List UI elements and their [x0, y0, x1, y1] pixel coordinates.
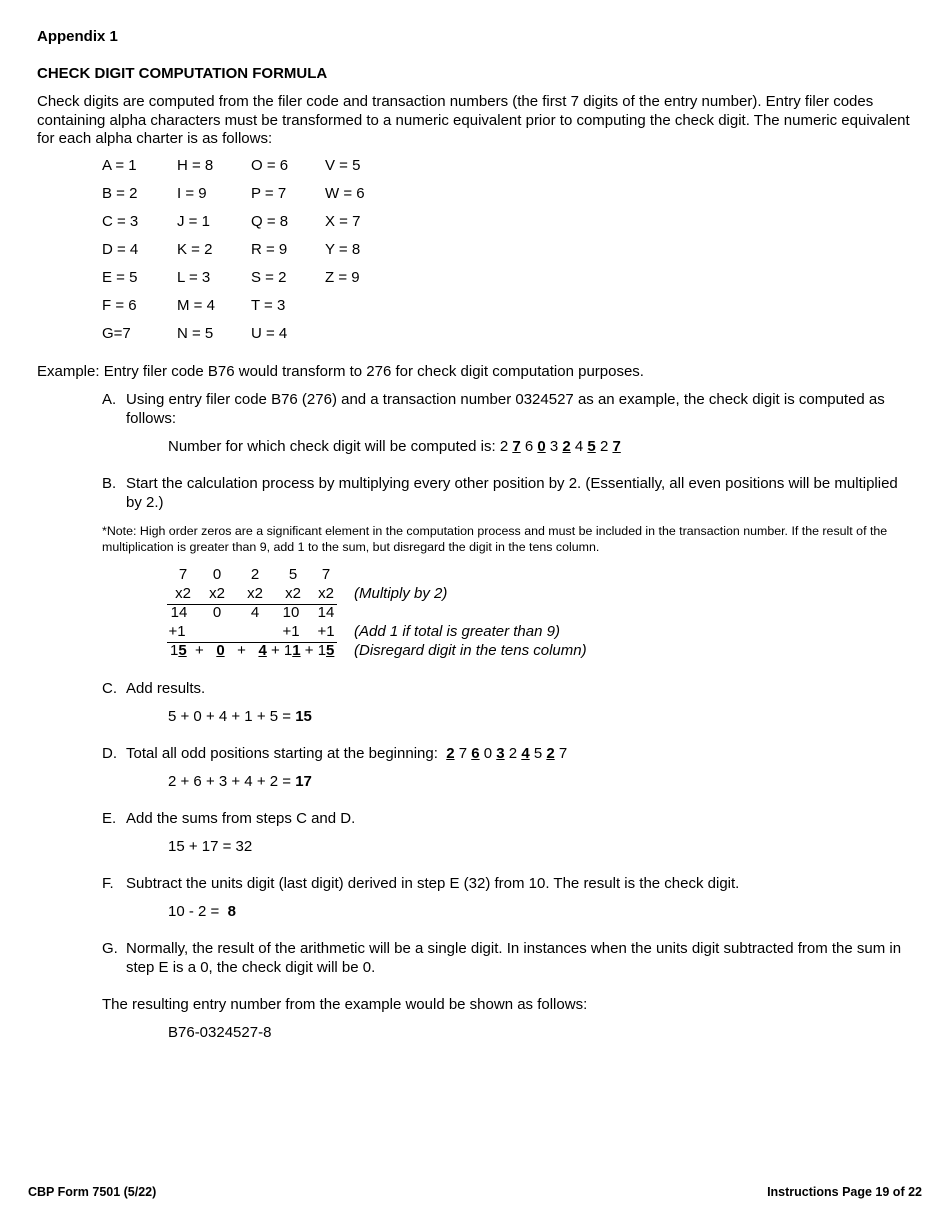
digit-even: 0 [537, 438, 546, 455]
step-b [102, 475, 917, 512]
alpha-cell: D = 4 [102, 241, 139, 258]
alpha-cell: Y = 8 [325, 241, 361, 258]
appendix-title: Appendix 1 [37, 28, 118, 45]
digit: 2 [599, 438, 609, 455]
calc-digit: 5 [288, 566, 298, 583]
digit: 0 [483, 745, 493, 762]
step-c [102, 680, 917, 699]
step-f [102, 875, 917, 894]
check-digit-result: 8 [227, 903, 236, 920]
alpha-cell: T = 3 [251, 297, 286, 314]
digit-even: 7 [512, 438, 521, 455]
alpha-cell: C = 3 [102, 213, 139, 230]
sum-tens: 1 [283, 642, 293, 659]
calc-sum-row [170, 642, 334, 661]
multiplication-table [166, 566, 626, 666]
digit-odd: 4 [521, 745, 530, 762]
calc-product: 4 [250, 604, 260, 621]
equation-text: 10 - 2 = [168, 903, 220, 920]
digit: 7 [458, 745, 468, 762]
alpha-cell: J = 1 [177, 213, 210, 230]
equation-text: 2 + 6 + 3 + 4 + 2 = [168, 773, 292, 790]
step-text: Total all odd positions starting at the beginning: [126, 745, 438, 762]
digit: 3 [549, 438, 559, 455]
alpha-cell: I = 9 [177, 185, 207, 202]
alpha-cell: P = 7 [251, 185, 287, 202]
step-text: Using entry filer code B76 (276) and a transaction number 0324527 as an example, the check digit is computed as follows: [126, 391, 885, 427]
digit: 2 [499, 438, 509, 455]
step-text: Subtract the units digit (last digit) derived in step E (32) from 10. The result is the check digit. [126, 875, 740, 892]
footer-page-number: Instructions Page 19 of 22 [767, 1185, 922, 1199]
alpha-cell: M = 4 [177, 297, 215, 314]
alpha-cell: L = 3 [177, 269, 211, 286]
equation-result: 17 [295, 773, 312, 790]
step-letter: B. [102, 475, 117, 492]
alpha-cell: B = 2 [102, 185, 138, 202]
step-d-line [126, 745, 917, 764]
alpha-cell: E = 5 [102, 269, 138, 286]
equation-result: 15 [295, 708, 312, 725]
alpha-cell: R = 9 [251, 241, 288, 258]
alpha-cell: A = 1 [102, 157, 137, 174]
calc-product: 10 [282, 604, 300, 621]
step-d [102, 745, 917, 764]
alpha-cell: X = 7 [325, 213, 361, 230]
digit: 6 [524, 438, 534, 455]
page-heading: CHECK DIGIT COMPUTATION FORMULA [37, 65, 328, 82]
calc-digit: 0 [212, 566, 222, 583]
step-e [102, 810, 917, 829]
alpha-cell: H = 8 [177, 157, 214, 174]
example-text: Example: Entry filer code B76 would transform to 276 for check digit computation purposes. [37, 363, 644, 380]
calc-multiplier: x2 [175, 585, 191, 602]
digit-odd: 6 [471, 745, 480, 762]
step-e-equation: 15 + 17 = 32 [168, 838, 253, 855]
alpha-cell: O = 6 [251, 157, 289, 174]
multiply-annotation: (Multiply by 2) [354, 585, 448, 602]
digit-odd: 2 [446, 745, 455, 762]
digit: 2 [508, 745, 518, 762]
alpha-cell: N = 5 [177, 325, 214, 342]
alpha-cell: G=7 [102, 325, 131, 342]
note-text: *Note: High order zeros are a significant element in the computation process and must be included in the transaction number. If the result of the multiplication is greater than 9, add 1 to the sum, but disregard the digit in the tens column. [102, 524, 888, 554]
calc-product: 14 [170, 604, 188, 621]
digit-odd: 3 [496, 745, 505, 762]
plus-sign: + [304, 642, 314, 659]
calc-carry: +1 [317, 623, 335, 640]
digit-odd: 2 [546, 745, 555, 762]
step-f-equation [168, 903, 236, 922]
check-number-line [168, 438, 621, 457]
step-letter: E. [102, 810, 117, 827]
digit-even: 7 [612, 438, 621, 455]
step-letter: G. [102, 940, 118, 957]
step-text: Add the sums from steps C and D. [126, 810, 356, 827]
sum-tens: 1 [317, 642, 327, 659]
alpha-cell: U = 4 [251, 325, 288, 342]
step-letter: A. [102, 391, 117, 408]
add-annotation: (Add 1 if total is greater than 9) [354, 623, 560, 640]
calc-product: 0 [212, 604, 222, 621]
step-letter: C. [102, 680, 117, 697]
equation-text: 5 + 0 + 4 + 1 + 5 = [168, 708, 292, 725]
disregard-annotation: (Disregard digit in the tens column) [354, 642, 587, 659]
calc-digit: 7 [178, 566, 188, 583]
resulting-entry-number: B76-0324527-8 [168, 1024, 272, 1041]
calc-multiplier: x2 [285, 585, 301, 602]
sum-tens: 1 [170, 642, 179, 659]
step-a [102, 391, 917, 428]
alpha-cell: Q = 8 [251, 213, 289, 230]
calc-multiplier: x2 [209, 585, 225, 602]
digit: 4 [574, 438, 584, 455]
calc-multiplier: x2 [247, 585, 263, 602]
intro-paragraph: Check digits are computed from the filer code and transaction numbers (the first 7 digits of the entry number). Entry filer codes containing alpha characters must be transformed to a numeric equivalent prior to computing the check digit. The numeric equivalent for each alpha charter is as follows: [37, 93, 910, 147]
alpha-cell: S = 2 [251, 269, 287, 286]
calc-carry: +1 [168, 623, 186, 640]
plus-sign: + [195, 642, 204, 659]
digit-even: 2 [562, 438, 571, 455]
alpha-cell: V = 5 [325, 157, 361, 174]
alpha-cell: K = 2 [177, 241, 213, 258]
step-d-equation [168, 773, 312, 792]
step-letter: F. [102, 875, 114, 892]
sum-units: 4 [258, 642, 267, 659]
footer-form-id: CBP Form 7501 (5/22) [28, 1185, 157, 1199]
digit: 5 [533, 745, 543, 762]
alpha-cell: Z = 9 [325, 269, 360, 286]
calc-multiplier: x2 [318, 585, 334, 602]
calc-digit: 7 [321, 566, 331, 583]
step-g [102, 940, 917, 977]
step-text: Add results. [126, 680, 206, 697]
plus-sign: + [270, 642, 280, 659]
step-letter: D. [102, 745, 117, 762]
step-text: Start the calculation process by multiplying every other position by 2. (Essentially, all even positions will be multiplied by 2.) [126, 475, 898, 511]
check-number-prefix: Number for which check digit will be computed is: [168, 438, 496, 455]
sum-units: 0 [216, 642, 225, 659]
plus-sign: + [237, 642, 246, 659]
alpha-cell: W = 6 [325, 185, 365, 202]
sum-units: 5 [178, 642, 187, 659]
calc-carry: +1 [282, 623, 300, 640]
alpha-cell: F = 6 [102, 297, 137, 314]
resulting-text: The resulting entry number from the example would be shown as follows: [102, 996, 588, 1013]
step-c-equation [168, 708, 312, 727]
alpha-numeric-table [102, 157, 402, 347]
digit-even: 5 [587, 438, 596, 455]
step-text: Normally, the result of the arithmetic will be a single digit. In instances when the units digit subtracted from the sum in step E is a 0, the check digit will be 0. [126, 940, 902, 976]
digit: 7 [558, 745, 568, 762]
sum-units: 5 [326, 642, 335, 659]
calc-product: 14 [317, 604, 335, 621]
sum-units: 1 [292, 642, 301, 659]
calc-digit: 2 [250, 566, 260, 583]
